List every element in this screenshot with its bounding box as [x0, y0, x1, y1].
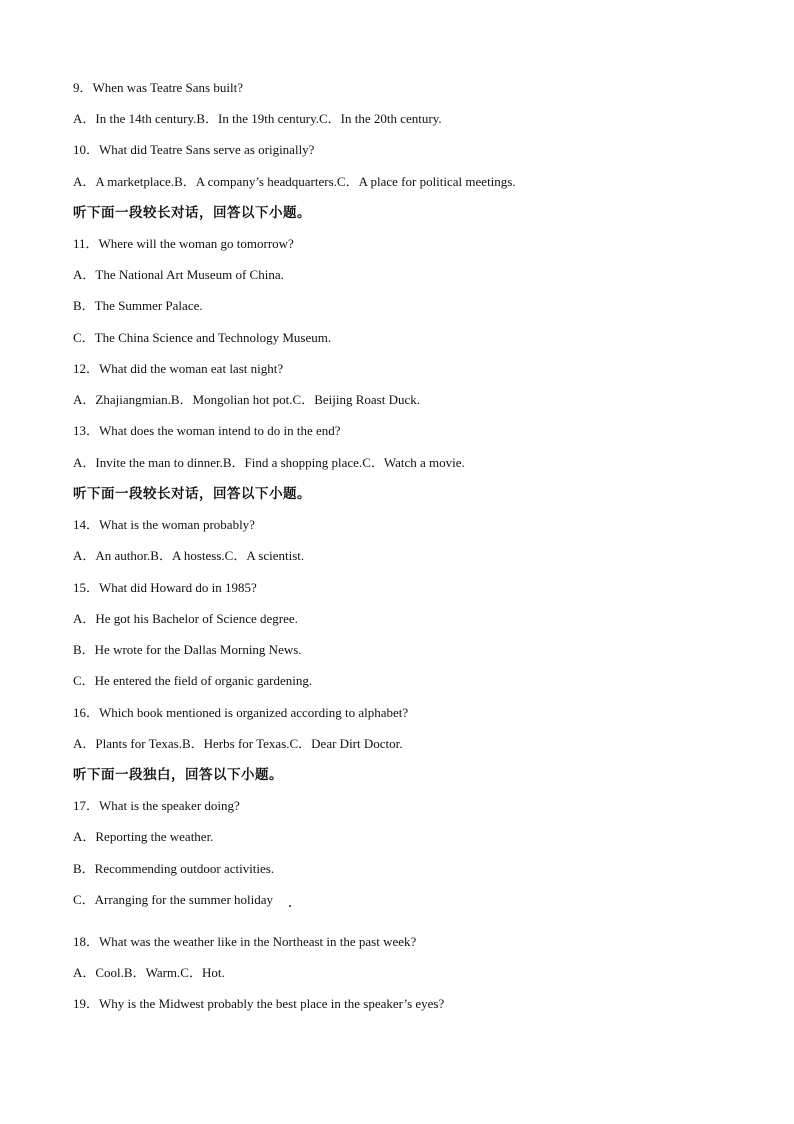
stray-mark [289, 905, 291, 907]
question-14: 14．What is the woman probably? [73, 517, 255, 532]
question-15-option-b: B．He wrote for the Dallas Morning News. [73, 642, 302, 657]
question-10: 10．What did Teatre Sans serve as originally? [73, 142, 315, 157]
question-17-option-b: B．Recommending outdoor activities. [73, 861, 275, 876]
question-12: 12．What did the woman eat last night? [73, 361, 284, 376]
question-18: 18．What was the weather like in the Northeast in the past week? [73, 934, 417, 949]
question-17: 17．What is the speaker doing? [73, 798, 240, 813]
question-15-option-c: C．He entered the field of organic gardening. [73, 673, 313, 688]
question-15: 15．What did Howard do in 1985? [73, 580, 257, 595]
question-11: 11．Where will the woman go tomorrow? [73, 236, 294, 251]
question-12-options: A．Zhajiangmian.B．Mongolian hot pot.C．Beijing Roast Duck. [73, 392, 421, 407]
question-16-options: A．Plants for Texas.B．Herbs for Texas.C．Dear Dirt Doctor. [73, 736, 403, 751]
section-heading-1: 听下面一段较长对话，回答以下小题。 [73, 205, 311, 221]
question-9: 9．When was Teatre Sans built? [73, 80, 243, 95]
question-17-option-a: A．Reporting the weather. [73, 829, 214, 844]
question-13-options: A．Invite the man to dinner.B．Find a shopping place.C．Watch a movie. [73, 455, 465, 470]
question-16: 16．Which book mentioned is organized according to alphabet? [73, 705, 409, 720]
question-15-option-a: A．He got his Bachelor of Science degree. [73, 611, 298, 626]
question-14-options: A．An author.B．A hostess.C．A scientist. [73, 548, 305, 563]
section-heading-2: 听下面一段较长对话，回答以下小题。 [73, 486, 311, 502]
question-18-options: A．Cool.B．Warm.C．Hot. [73, 965, 225, 980]
question-10-options: A．A marketplace.B．A company’s headquarters.C．A place for political meetings. [73, 174, 516, 189]
question-11-option-a: A．The National Art Museum of China. [73, 267, 284, 282]
question-19: 19．Why is the Midwest probably the best place in the speaker’s eyes? [73, 996, 445, 1011]
question-17-option-c: C．Arranging for the summer holiday [73, 892, 274, 907]
question-11-option-b: B．The Summer Palace. [73, 298, 203, 313]
question-9-options: A．In the 14th century.B．In the 19th century.C．In the 20th century. [73, 111, 442, 126]
question-11-option-c: C．The China Science and Technology Museum. [73, 330, 332, 345]
question-13: 13．What does the woman intend to do in the end? [73, 423, 341, 438]
section-heading-3: 听下面一段独白，回答以下小题。 [73, 767, 283, 783]
